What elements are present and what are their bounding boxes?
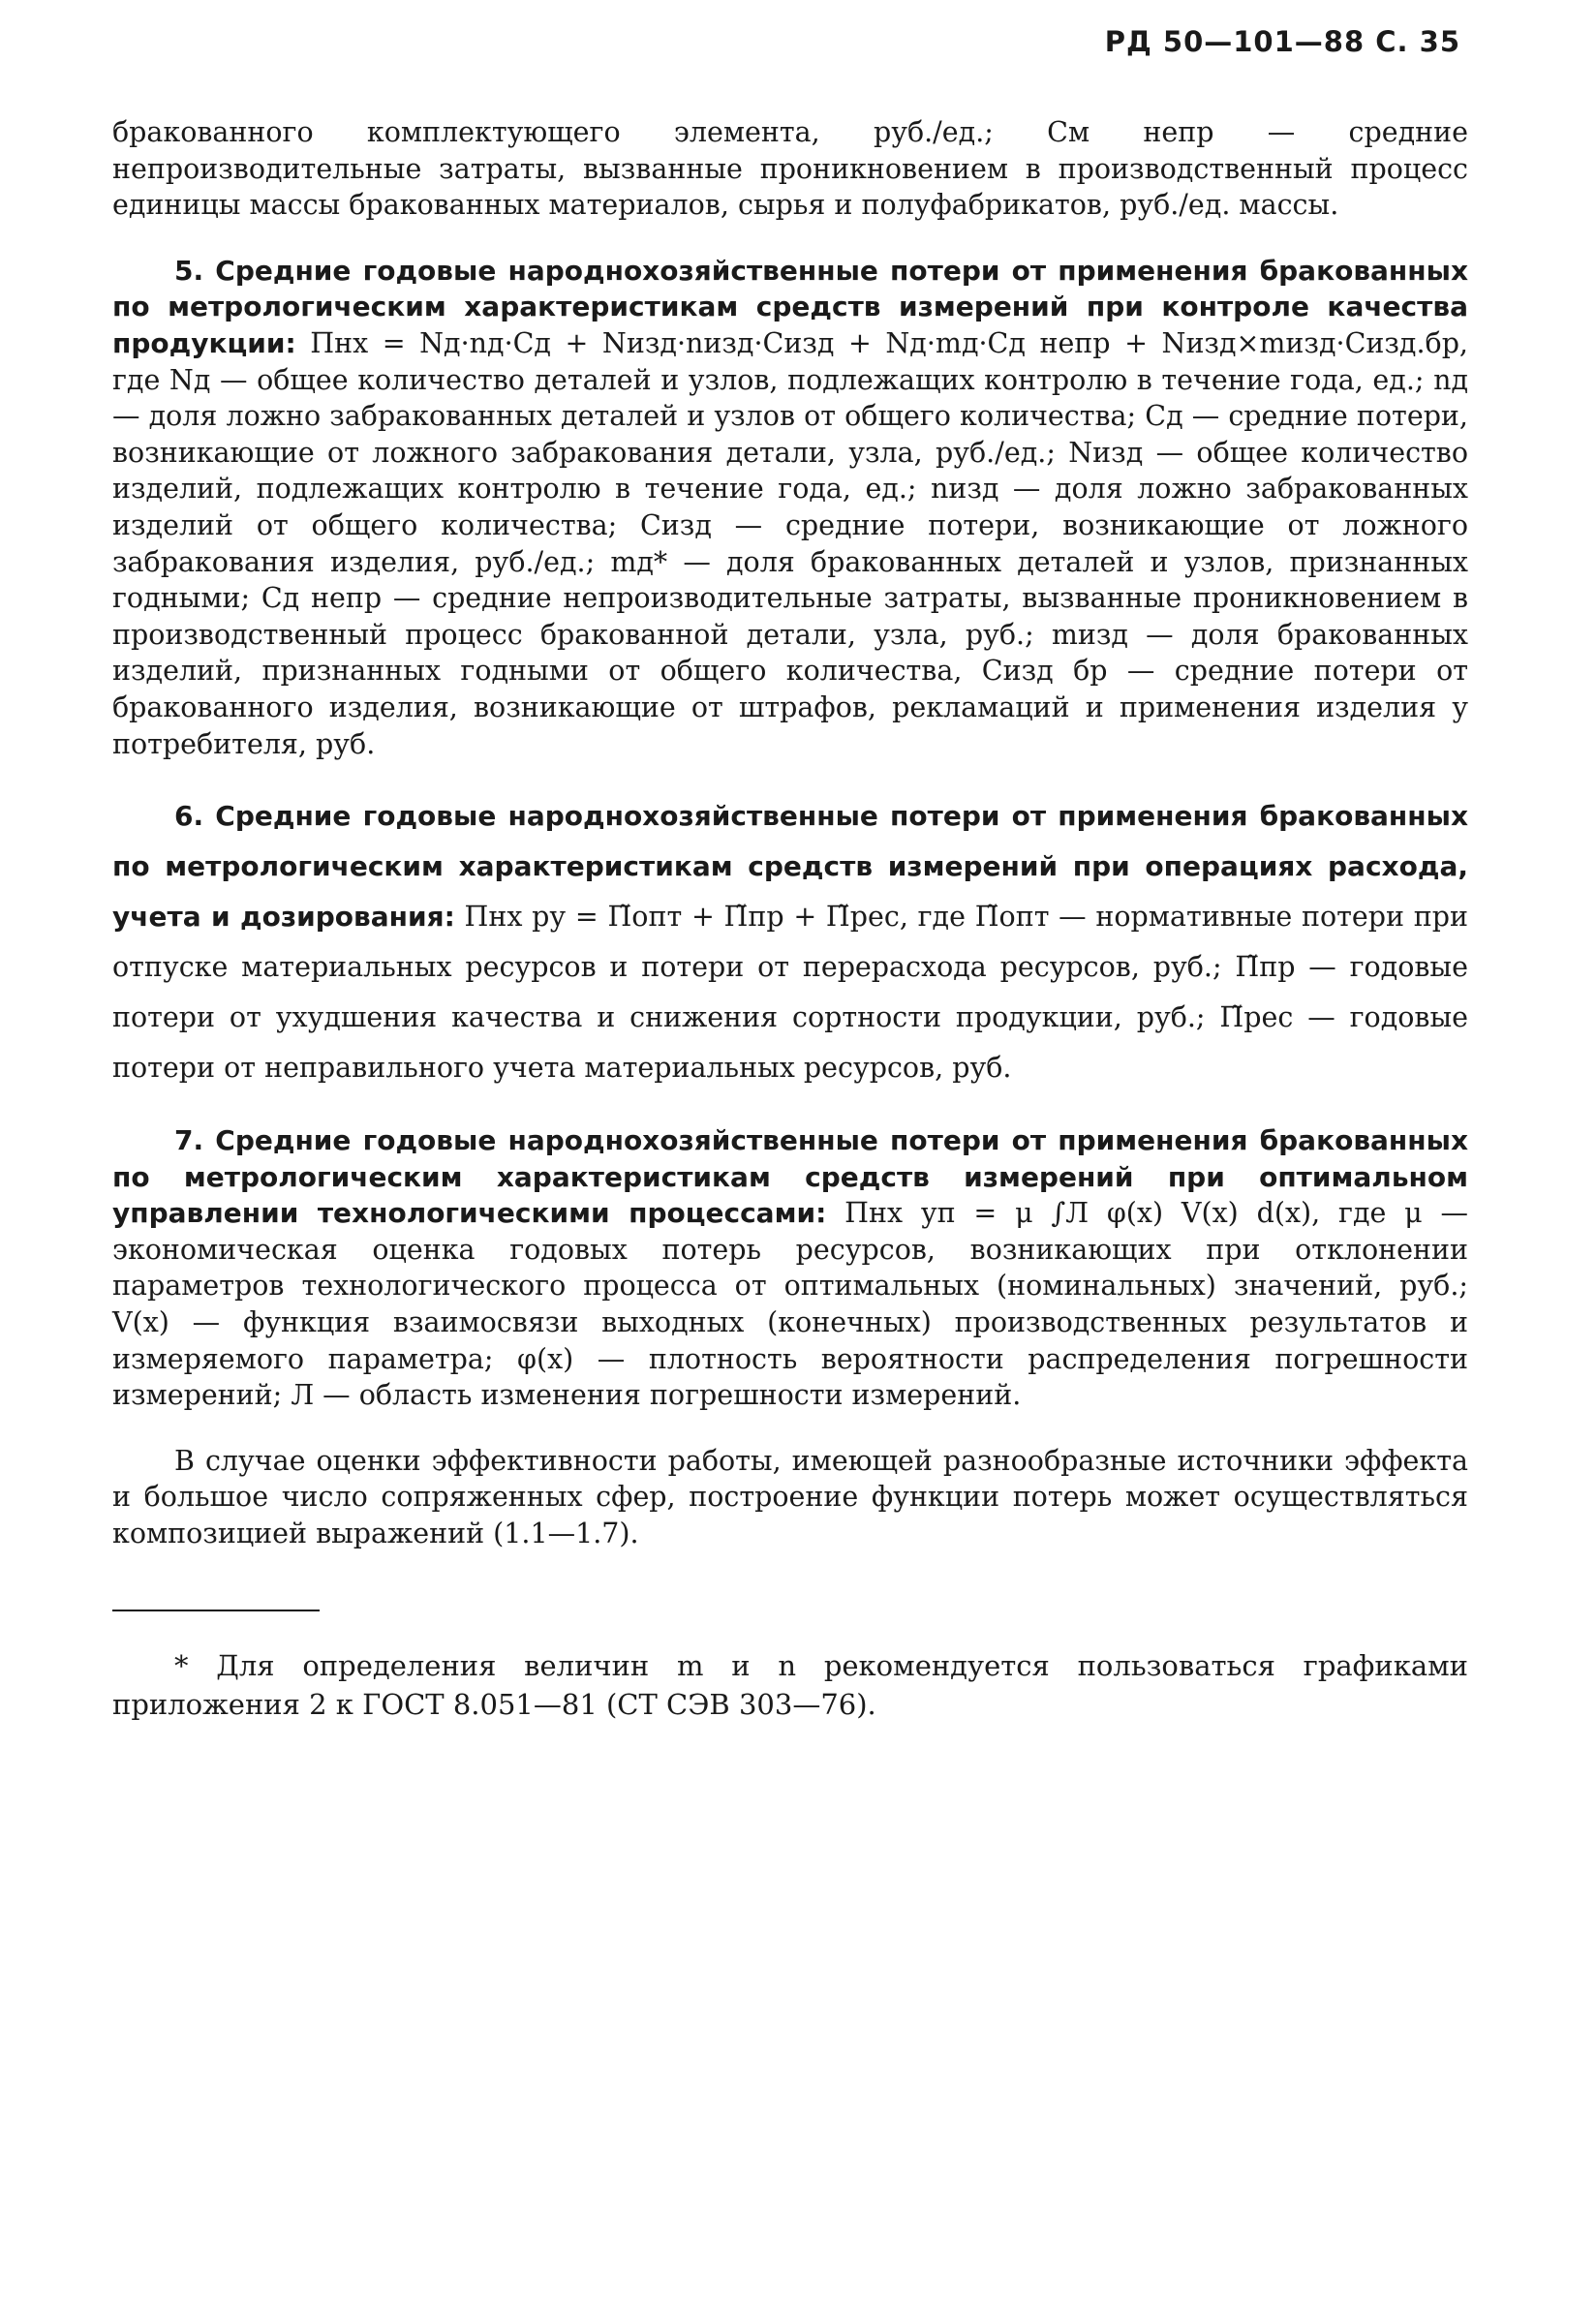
paragraph-closing: [112, 1443, 1468, 1552]
paragraph-text: Пнх уп = μ ∫Л φ(x) V(x) d(x), где μ — экономическая оценка годовых потерь ресурсов, возникающих при отклонении параметров технологического процесса от оптимальных (номинальных) значений, руб.; V(x) — функция взаимосвязи выходных (конечных) производственных результатов и измеряемого параметра; φ(x) — плотность вероятности распределения погрешности измерений; Л — область изменения погрешности измерений.: [112, 1197, 1468, 1412]
page-header: РД 50—101—88 С. 35: [1104, 25, 1460, 58]
paragraph-continuation: [112, 114, 1468, 224]
paragraph-text: В случае оценки эффективности работы, имеющей разнообразные источники эффекта и большое число сопряженных сфер, построение функции потерь может осуществляться композицией выражений (1.1—1.7).: [112, 1444, 1468, 1550]
paragraph-text: Пнх = Nд·nд·Cд + Nизд·nизд·Cизд + Nд·mд·Cд непр + Nизд×mизд·Cизд.бр, где Nд — общее количество деталей и узлов, подлежащих контролю в течение года, ед.; nд — доля ложно забракованных деталей и узлов от общего количества; Cд — средние потери, возникающие от ложного забракования детали, узла, руб./ед.; Nизд — общее количество изделий, подлежащих контролю в течение года, ед.; nизд — доля ложно забракованных изделий от общего количества; Cизд — средние потери, возникающие от ложного забракования изделия, руб./ед.; mд* — доля бракованных деталей и узлов, признанных годными; Cд непр — средние непроизводительные затраты, вызванные проникновением в производственный процесс бракованной детали, узла, руб.; mизд — доля бракованных изделий, признанных годными от общего количества, Cизд бр — средние потери от бракованного изделия, возникающие от штрафов, рекламаций и применения изделия у потребителя, руб.: [112, 326, 1468, 760]
document-body: [112, 114, 1468, 1552]
footnote-text: Для определения величин m и n рекомендуется пользоваться графиками приложения 2 к ГОСТ 8.051—81 (СТ СЭВ 303—76).: [112, 1649, 1469, 1721]
footnote: [112, 1646, 1468, 1724]
paragraph-text: Пнх ру = П̃опт + П̃пр + П̃рес, где П̃опт — нормативные потери при отпуске материальных ресурсов и потери от перерасхода ресурсов, руб.; П̃пр — годовые потери от ухудшения качества и снижения сортности продукции, руб.; П̃рес — годовые потери от неправильного учета материальных ресурсов, руб.: [112, 901, 1468, 1085]
paragraph-lead: 7. Средние годовые народнохозяйственные потери от применения бракованных по метрологическим характеристикам средств измерений при оптимальном управлении технологическими процессами:: [112, 1124, 1468, 1230]
footnote-body: [112, 1646, 1468, 1724]
paragraph-text: бракованного комплектующего элемента, руб./ед.; Cм непр — средние непроизводительные затраты, вызванные проникновением в производственный процесс единицы массы бракованных материалов, сырья и полуфабрикатов, руб./ед. массы.: [112, 116, 1468, 222]
paragraph-item-6: [112, 791, 1468, 1093]
paragraph-item-7: [112, 1122, 1468, 1414]
paragraph-lead: 5. Средние годовые народнохозяйственные потери от применения бракованных по метрологическим характеристикам средств измерений при контроле качества продукции:: [112, 254, 1468, 359]
footnote-marker: *: [174, 1649, 189, 1682]
paragraph-item-5: [112, 253, 1468, 762]
footnote-divider: [112, 1610, 320, 1611]
paragraph-lead: 6. Средние годовые народнохозяйственные потери от применения бракованных по метрологическим характеристикам средств измерений при операциях расхода, учета и дозирования:: [112, 800, 1468, 934]
